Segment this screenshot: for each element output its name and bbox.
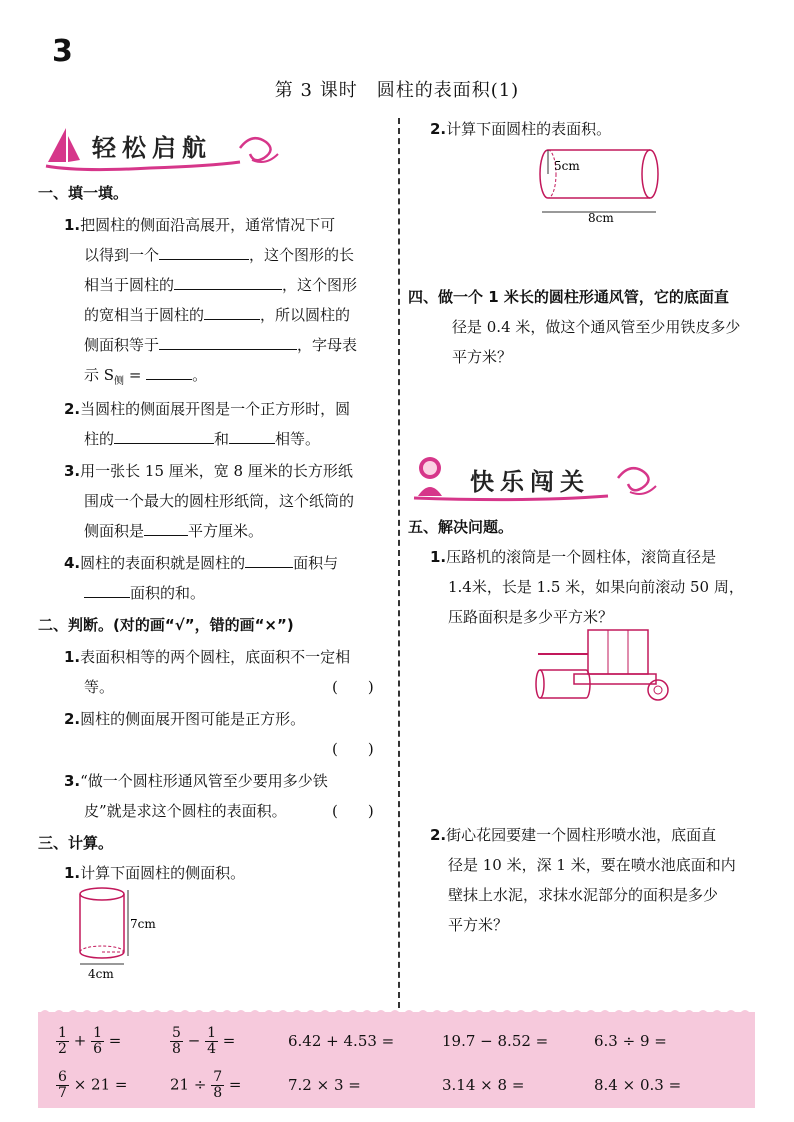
judge-parens[interactable]: ( ) [332, 678, 374, 696]
diameter-label: 8cm [588, 211, 614, 224]
cylinder-figure-1 [72, 884, 172, 984]
banner-title: 轻松启航 [92, 134, 212, 162]
q1-4-line2 [84, 578, 205, 608]
q-text: 以得到一个 [84, 246, 160, 264]
denominator: 8 [172, 1041, 181, 1057]
q2-3-line2 [84, 796, 287, 826]
equals: = [222, 1031, 236, 1050]
height-label: 5cm [554, 159, 580, 173]
cylinder-figure-2 [534, 144, 674, 224]
judge-parens[interactable]: ( ) [332, 740, 374, 758]
q-text: ，所以圆柱的 [260, 306, 351, 324]
q-text: 围成一个最大的圆柱形纸筒，这个纸筒的 [84, 492, 355, 510]
q-text: = [124, 366, 147, 384]
column-divider [398, 118, 400, 1008]
q-text: 圆柱的侧面展开图可能是正方形。 [80, 710, 306, 728]
q-text: 计算下面圆柱的侧面积。 [80, 864, 246, 882]
equals: = [228, 1075, 242, 1094]
banner-title: 快乐闯关 [470, 468, 590, 496]
answer-blank[interactable] [114, 425, 214, 444]
q-number: 1. [64, 864, 81, 882]
q-text: 侧面积是 [84, 522, 145, 540]
section-4 [408, 282, 729, 312]
q-number: 2. [430, 826, 447, 844]
q1-1-line6 [84, 360, 207, 397]
answer-blank[interactable] [146, 361, 192, 380]
q-text: 侧面积等于 [84, 336, 160, 354]
q-number: 2. [64, 400, 81, 418]
q-text: 街心花园要建一个圆柱形喷水池，底面直 [446, 826, 717, 844]
numerator: 1 [58, 1025, 67, 1041]
q-text: 用一张长 15 厘米，宽 8 厘米的长方形纸 [80, 462, 353, 480]
q1-1 [64, 210, 335, 240]
q-text: 压路机的滚筒是一个圆柱体，滚筒直径是 [446, 548, 717, 566]
q1-3 [64, 456, 353, 486]
q2-2 [64, 704, 305, 734]
answer-blank[interactable] [159, 331, 297, 350]
numerator: 6 [58, 1069, 67, 1085]
q5-1-line3: 压路面积是多少平方米？ [448, 608, 614, 626]
calc-9: 3.14 × 8 = [442, 1076, 525, 1094]
q-number: 1. [430, 548, 447, 566]
q1-1-line3 [84, 270, 357, 300]
answer-blank[interactable] [204, 301, 260, 320]
section-1-heading: 一、填一填。 [38, 184, 129, 202]
calc-10: 8.4 × 0.3 = [594, 1076, 682, 1094]
calc-5: 6.3 ÷ 9 = [594, 1032, 667, 1050]
q-text: “做一个圆柱形通风管至少要用多少铁 [80, 772, 328, 790]
q-text: 面积的和。 [130, 584, 206, 602]
subscript: 侧 [114, 376, 125, 387]
q-text: 等。 [84, 678, 115, 696]
q-text: ，这个图形的长 [249, 246, 355, 264]
operator: + [73, 1031, 87, 1050]
answer-blank[interactable] [174, 271, 282, 290]
calc-3: 6.42 + 4.53 = [288, 1032, 395, 1050]
section-4-line2: 径是 0.4 米，做这个通风管至少用铁皮多少 [452, 318, 741, 336]
q5-2-line4: 平方米？ [448, 916, 509, 934]
q-number: 2. [430, 120, 447, 138]
q-text: 和 [214, 430, 230, 448]
calc-4: 19.7 − 8.52 = [442, 1032, 549, 1050]
q-number: 1. [64, 216, 81, 234]
q1-1-line4 [84, 300, 350, 330]
q1-3-line2 [84, 486, 354, 516]
q1-2 [64, 394, 350, 424]
answer-blank[interactable] [159, 241, 249, 260]
calc-2 [170, 1026, 235, 1057]
q-number: 4. [64, 554, 81, 572]
q-number: 2. [64, 710, 81, 728]
q2-3 [64, 766, 328, 796]
denominator: 6 [93, 1041, 102, 1057]
q-text: 面积与 [293, 554, 339, 572]
q-text: 平方厘米。 [188, 522, 264, 540]
q-number: 3. [64, 772, 81, 790]
calc-7 [170, 1070, 242, 1101]
section-2-heading: 二、判断。(对的画“√”，错的画“×”) [38, 616, 294, 634]
q-text: 的宽相当于圆柱的 [84, 306, 205, 324]
calc-1 [56, 1026, 121, 1057]
q-text: 皮”就是求这个圆柱的表面积。 [84, 802, 287, 820]
left-column [38, 0, 398, 1010]
q1-4 [64, 548, 338, 578]
q5-2-line2: 径是 10 米，深 1 米，要在喷水池底面和内 [448, 856, 736, 874]
numerator: 7 [213, 1069, 223, 1085]
answer-blank[interactable] [84, 579, 130, 598]
q-number: 1. [64, 648, 81, 666]
q5-1 [430, 542, 716, 572]
calc-6 [56, 1070, 127, 1101]
calc-8: 7.2 × 3 = [288, 1076, 361, 1094]
scalloped-edge [38, 1004, 755, 1016]
page-number: 3 [52, 34, 73, 69]
section-3-heading: 三、计算。 [38, 834, 114, 852]
q5-2-line3: 壁抹上水泥，求抹水泥部分的面积是多少 [448, 886, 719, 904]
operator: − [187, 1031, 201, 1050]
diameter-label: 4cm [88, 967, 114, 981]
expression-rest: × 21 = [73, 1075, 128, 1094]
q-text: ，字母表 [297, 336, 358, 354]
section-4-text: 四、做一个 1 米长的圆柱形通风管，它的底面直 [408, 288, 729, 306]
q5-1-line2: 1.4米，长是 1.5 米，如果向前滚动 50 周， [448, 578, 744, 596]
numerator: 1 [93, 1025, 102, 1041]
section-4-line3: 平方米？ [452, 348, 513, 366]
mental-math-strip [38, 1012, 755, 1108]
q-text: 。 [192, 366, 208, 384]
q-text: 示 S [84, 366, 115, 384]
q-text: 相当于圆柱的 [84, 276, 175, 294]
q1-2-line2 [84, 424, 320, 454]
q-text: ，这个图形 [282, 276, 358, 294]
numerator: 5 [172, 1025, 181, 1041]
q-text: 相等。 [275, 430, 321, 448]
banner-happy-pass [408, 452, 668, 504]
q2-1 [64, 642, 350, 672]
q-number: 3. [64, 462, 81, 480]
q2-1-line2 [84, 672, 114, 702]
road-roller-icon [534, 626, 674, 706]
q-text: 圆柱的表面积就是圆柱的 [80, 554, 246, 572]
denominator: 7 [58, 1085, 67, 1101]
q-text: 当圆柱的侧面展开图是一个正方形时，圆 [80, 400, 351, 418]
q1-1-line2 [84, 240, 354, 270]
answer-blank[interactable] [144, 517, 188, 536]
expression-pre: 21 ÷ [170, 1075, 207, 1094]
q5-2 [430, 820, 716, 850]
numerator: 1 [207, 1025, 216, 1041]
q-text: 把圆柱的侧面沿高展开，通常情况下可 [80, 216, 336, 234]
denominator: 4 [207, 1041, 216, 1057]
q1-1-line5 [84, 330, 357, 360]
q1-3-line3 [84, 516, 263, 546]
denominator: 2 [58, 1041, 67, 1057]
section-5-heading: 五、解决问题。 [408, 518, 514, 536]
height-label: 7cm [130, 917, 156, 931]
denominator: 8 [213, 1085, 223, 1101]
equals: = [108, 1031, 122, 1050]
q-text: 表面积相等的两个圆柱，底面积不一定相 [80, 648, 351, 666]
q-text: 计算下面圆柱的表面积。 [446, 120, 612, 138]
lesson-title: 第 3 课时 圆柱的表面积(1) [274, 80, 520, 101]
judge-parens[interactable]: ( ) [332, 802, 374, 820]
answer-blank[interactable] [245, 549, 293, 568]
q3-2 [430, 114, 611, 144]
q-text: 柱的 [84, 430, 115, 448]
answer-blank[interactable] [229, 425, 275, 444]
